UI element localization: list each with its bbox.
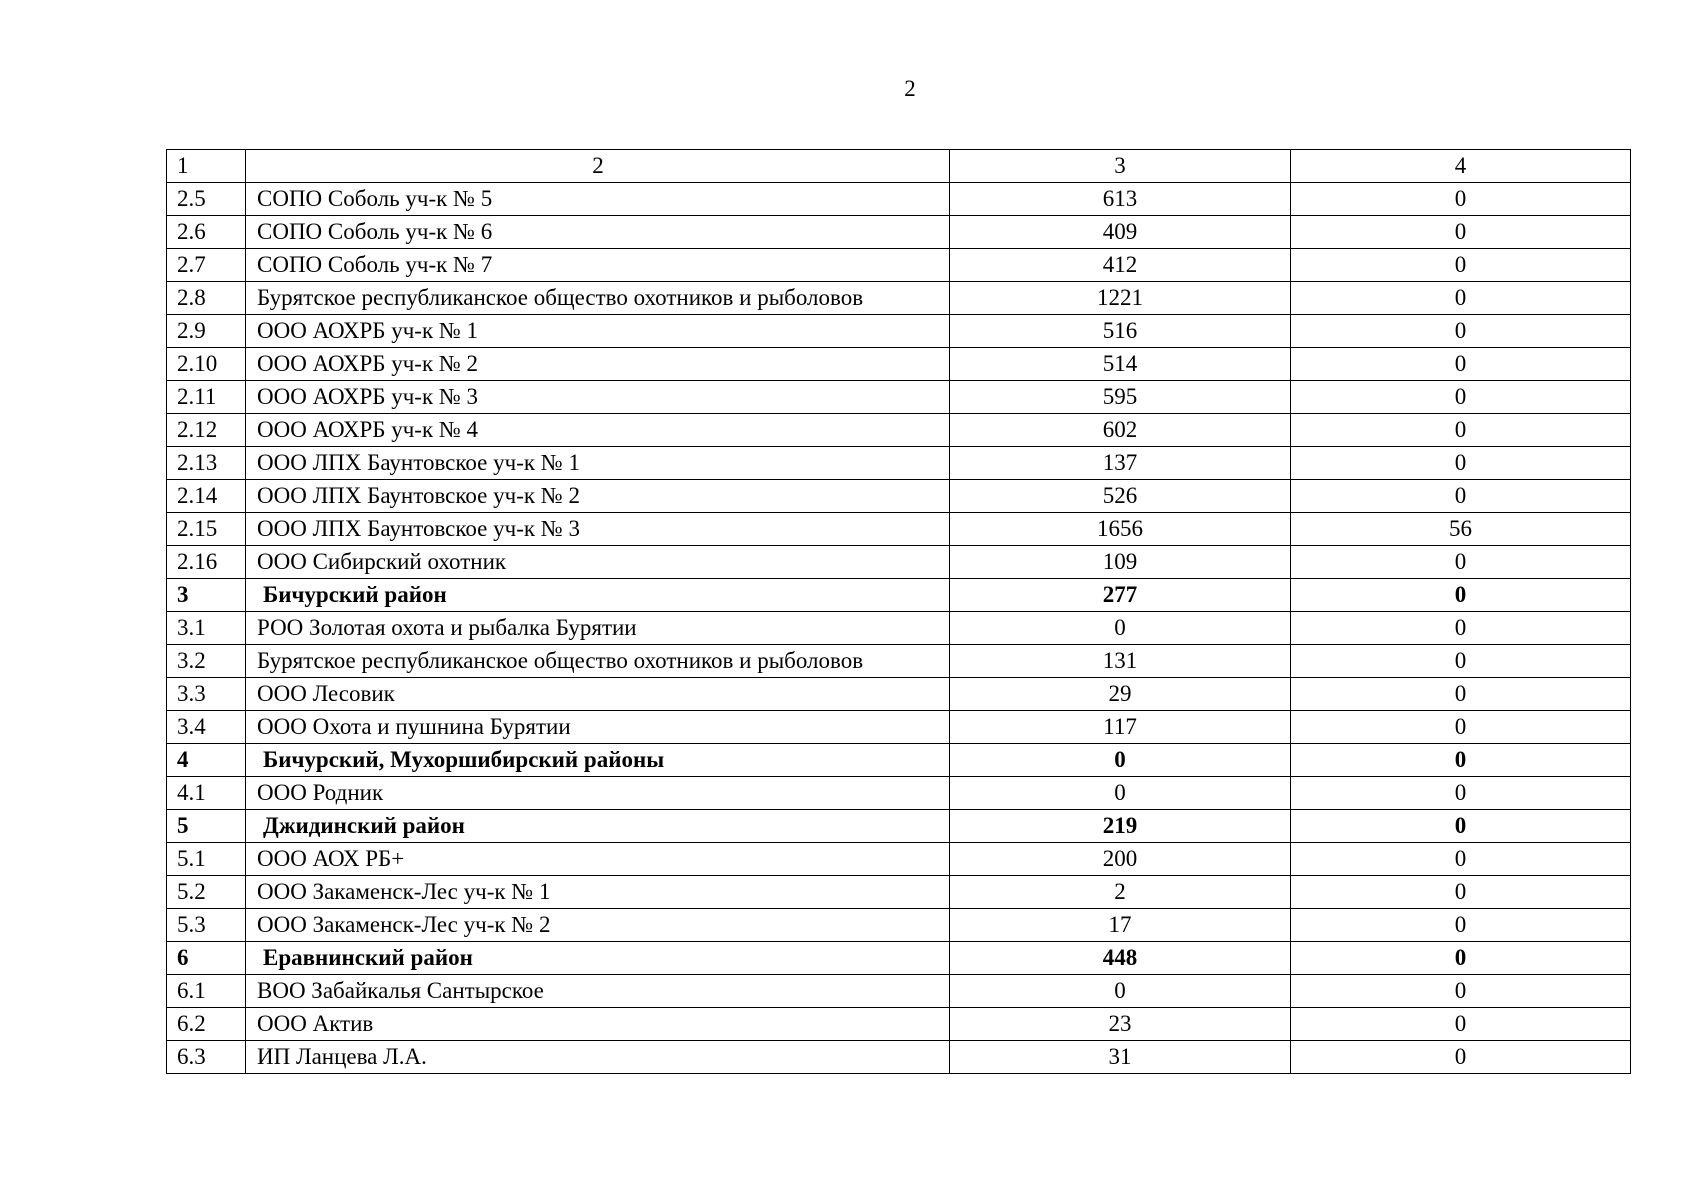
row-name: СОПО Соболь уч-к № 6	[246, 216, 950, 249]
row-value-col3: 0	[950, 975, 1291, 1008]
row-number: 3	[167, 579, 246, 612]
row-value-col3: 0	[950, 777, 1291, 810]
row-value-col3: 526	[950, 480, 1291, 513]
row-value-col3: 516	[950, 315, 1291, 348]
table-row	[167, 381, 1631, 414]
row-number: 2.16	[167, 546, 246, 579]
table-row-district	[167, 942, 1631, 975]
row-number: 2.13	[167, 447, 246, 480]
table-row	[167, 480, 1631, 513]
row-name: ООО АОХРБ уч-к № 2	[246, 348, 950, 381]
table-header-row	[167, 150, 1631, 183]
row-value-col4: 0	[1291, 810, 1631, 843]
header-cell-2: 2	[246, 150, 950, 183]
row-name: Еравнинский район	[246, 942, 950, 975]
row-name: ООО АОХРБ уч-к № 4	[246, 414, 950, 447]
row-number: 5.2	[167, 876, 246, 909]
row-value-col4: 0	[1291, 183, 1631, 216]
table-row	[167, 876, 1631, 909]
row-value-col3: 1656	[950, 513, 1291, 546]
table-row	[167, 843, 1631, 876]
row-name: ВОО Забайкалья Сантырское	[246, 975, 950, 1008]
row-number: 5.3	[167, 909, 246, 942]
row-name: ООО Лесовик	[246, 678, 950, 711]
row-value-col3: 277	[950, 579, 1291, 612]
header-cell-1: 1	[167, 150, 246, 183]
row-name: Бурятское республиканское общество охотников и рыболовов	[246, 645, 950, 678]
row-value-col4: 0	[1291, 381, 1631, 414]
row-value-col4: 0	[1291, 1041, 1631, 1074]
row-value-col3: 117	[950, 711, 1291, 744]
row-name: ООО ЛПХ Баунтовское уч-к № 3	[246, 513, 950, 546]
row-value-col3: 131	[950, 645, 1291, 678]
row-value-col4: 0	[1291, 942, 1631, 975]
table-row	[167, 678, 1631, 711]
row-value-col3: 412	[950, 249, 1291, 282]
table-row	[167, 909, 1631, 942]
table-row	[167, 447, 1631, 480]
table-row-district	[167, 744, 1631, 777]
table-body	[167, 150, 1631, 1074]
row-number: 2.15	[167, 513, 246, 546]
table-row	[167, 777, 1631, 810]
row-value-col4: 0	[1291, 579, 1631, 612]
table-row	[167, 711, 1631, 744]
row-value-col3: 29	[950, 678, 1291, 711]
row-number: 2.6	[167, 216, 246, 249]
row-number: 2.5	[167, 183, 246, 216]
row-name: ООО Актив	[246, 1008, 950, 1041]
row-value-col4: 0	[1291, 777, 1631, 810]
row-number: 3.2	[167, 645, 246, 678]
row-name: Бичурский район	[246, 579, 950, 612]
row-number: 3.4	[167, 711, 246, 744]
row-value-col3: 409	[950, 216, 1291, 249]
row-value-col3: 31	[950, 1041, 1291, 1074]
table-row	[167, 975, 1631, 1008]
row-name: СОПО Соболь уч-к № 5	[246, 183, 950, 216]
row-value-col4: 0	[1291, 249, 1631, 282]
table-row	[167, 546, 1631, 579]
table-row	[167, 513, 1631, 546]
row-value-col4: 56	[1291, 513, 1631, 546]
row-value-col4: 0	[1291, 645, 1631, 678]
row-name: ООО ЛПХ Баунтовское уч-к № 2	[246, 480, 950, 513]
header-cell-4: 4	[1291, 150, 1631, 183]
table-row	[167, 1008, 1631, 1041]
row-value-col3: 0	[950, 612, 1291, 645]
table-row	[167, 216, 1631, 249]
row-value-col4: 0	[1291, 612, 1631, 645]
row-value-col3: 17	[950, 909, 1291, 942]
row-name: ООО Закаменск-Лес уч-к № 1	[246, 876, 950, 909]
row-value-col4: 0	[1291, 744, 1631, 777]
row-number: 2.7	[167, 249, 246, 282]
row-number: 2.10	[167, 348, 246, 381]
row-name: ООО Родник	[246, 777, 950, 810]
row-number: 2.9	[167, 315, 246, 348]
row-value-col4: 0	[1291, 282, 1631, 315]
row-number: 5	[167, 810, 246, 843]
row-name: ООО Сибирский охотник	[246, 546, 950, 579]
row-value-col4: 0	[1291, 315, 1631, 348]
row-name: СОПО Соболь уч-к № 7	[246, 249, 950, 282]
row-value-col4: 0	[1291, 843, 1631, 876]
row-name: ООО Закаменск-Лес уч-к № 2	[246, 909, 950, 942]
row-name: ООО АОХ РБ+	[246, 843, 950, 876]
row-number: 6.1	[167, 975, 246, 1008]
row-value-col3: 0	[950, 744, 1291, 777]
page-number: 2	[904, 76, 916, 101]
row-value-col3: 595	[950, 381, 1291, 414]
row-value-col4: 0	[1291, 414, 1631, 447]
table-row	[167, 645, 1631, 678]
row-value-col4: 0	[1291, 711, 1631, 744]
row-value-col3: 2	[950, 876, 1291, 909]
row-value-col3: 23	[950, 1008, 1291, 1041]
row-value-col4: 0	[1291, 1008, 1631, 1041]
row-name: ООО АОХРБ уч-к № 1	[246, 315, 950, 348]
table-row	[167, 249, 1631, 282]
row-name: ООО ЛПХ Баунтовское уч-к № 1	[246, 447, 950, 480]
row-number: 6.3	[167, 1041, 246, 1074]
row-number: 2.11	[167, 381, 246, 414]
row-name: Джидинский район	[246, 810, 950, 843]
table-row	[167, 414, 1631, 447]
row-value-col3: 613	[950, 183, 1291, 216]
row-number: 4.1	[167, 777, 246, 810]
row-number: 4	[167, 744, 246, 777]
row-value-col4: 0	[1291, 975, 1631, 1008]
header-cell-3: 3	[950, 150, 1291, 183]
table-row	[167, 1041, 1631, 1074]
row-number: 2.8	[167, 282, 246, 315]
row-name: ИП Ланцева Л.А.	[246, 1041, 950, 1074]
row-name: Бичурский, Мухоршибирский районы	[246, 744, 950, 777]
table-row	[167, 315, 1631, 348]
table-row	[167, 282, 1631, 315]
row-value-col3: 448	[950, 942, 1291, 975]
row-value-col3: 1221	[950, 282, 1291, 315]
row-value-col4: 0	[1291, 876, 1631, 909]
row-value-col4: 0	[1291, 216, 1631, 249]
row-value-col3: 514	[950, 348, 1291, 381]
table-row-district	[167, 579, 1631, 612]
row-number: 6.2	[167, 1008, 246, 1041]
row-value-col4: 0	[1291, 348, 1631, 381]
row-number: 6	[167, 942, 246, 975]
row-value-col3: 602	[950, 414, 1291, 447]
row-value-col4: 0	[1291, 678, 1631, 711]
row-name: Бурятское республиканское общество охотников и рыболовов	[246, 282, 950, 315]
row-number: 3.3	[167, 678, 246, 711]
row-name: РОО Золотая охота и рыбалка Бурятии	[246, 612, 950, 645]
row-value-col4: 0	[1291, 546, 1631, 579]
row-number: 3.1	[167, 612, 246, 645]
table-row	[167, 348, 1631, 381]
row-value-col3: 200	[950, 843, 1291, 876]
table-row	[167, 612, 1631, 645]
row-number: 2.12	[167, 414, 246, 447]
row-value-col3: 137	[950, 447, 1291, 480]
row-number: 2.14	[167, 480, 246, 513]
row-number: 5.1	[167, 843, 246, 876]
row-value-col3: 109	[950, 546, 1291, 579]
table-row	[167, 183, 1631, 216]
row-value-col4: 0	[1291, 909, 1631, 942]
row-name: ООО АОХРБ уч-к № 3	[246, 381, 950, 414]
row-value-col4: 0	[1291, 447, 1631, 480]
table-row-district	[167, 810, 1631, 843]
row-value-col3: 219	[950, 810, 1291, 843]
row-value-col4: 0	[1291, 480, 1631, 513]
row-name: ООО Охота и пушнина Бурятии	[246, 711, 950, 744]
data-table	[166, 149, 1631, 1074]
